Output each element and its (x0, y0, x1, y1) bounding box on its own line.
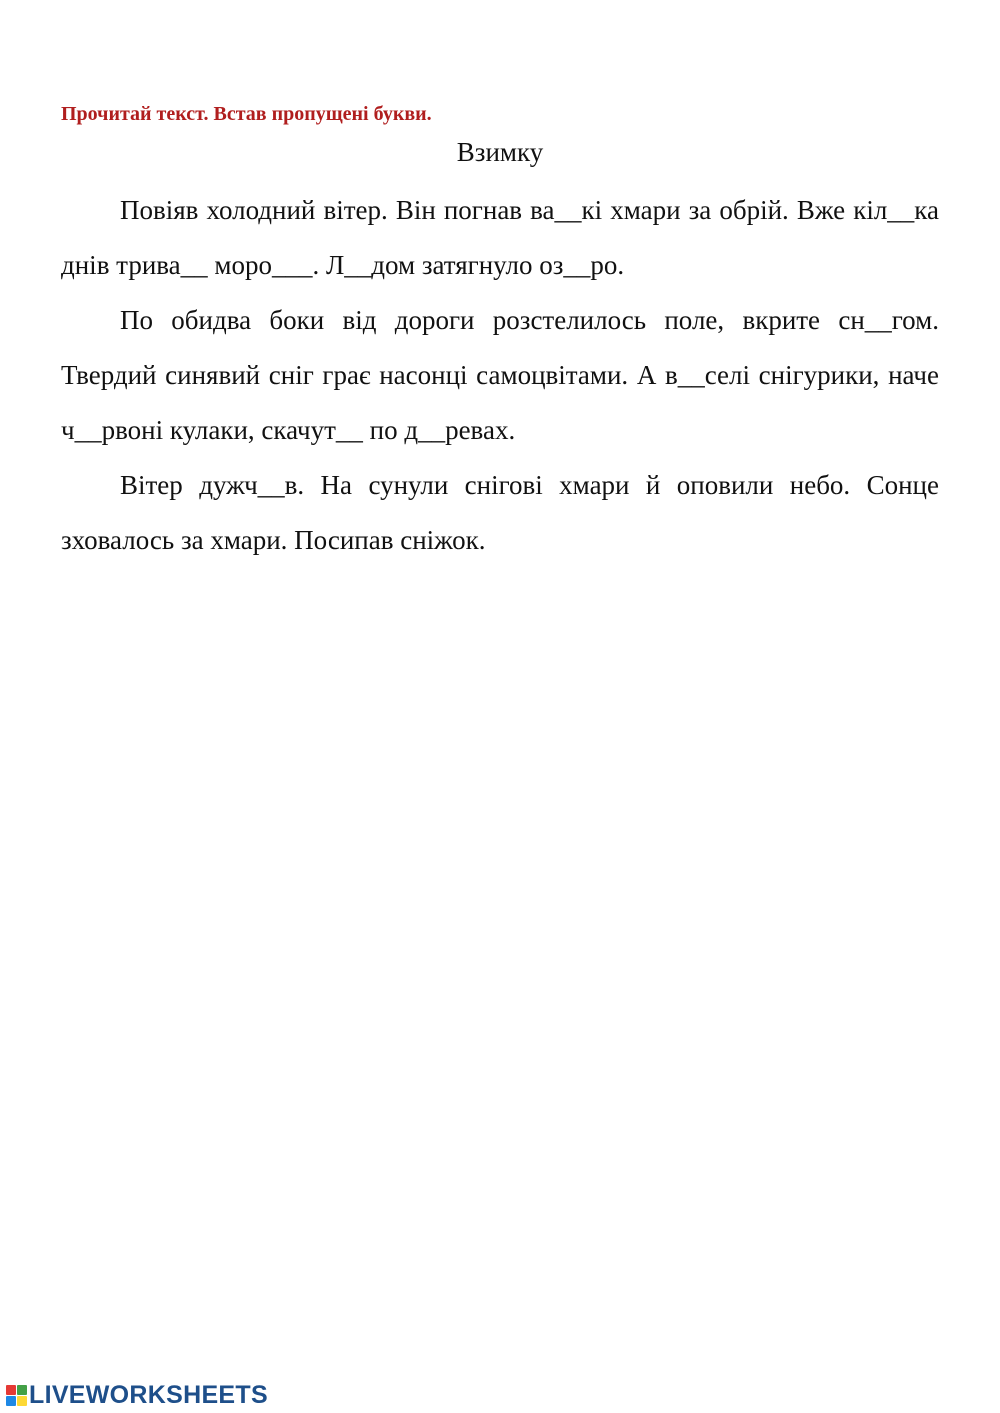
story-text (61, 183, 939, 568)
logo-square-yellow (17, 1396, 27, 1406)
page-title: Взимку (456, 137, 544, 167)
paragraph-2: По обидва боки від дороги розстелилось поле, вкрите сн__гом. Твердий синявий сніг грає насонці самоцвітами. А в__селі снігурики, наче ч__рвоні кулаки, скачут__ по д__ревах. (61, 305, 939, 445)
instruction-text: Прочитай текст. Встав пропущені букви. (61, 103, 432, 125)
paragraph-3: Вітер дужч__в. На сунули снігові хмари й оповили небо. Сонце зховалось за хмари. Посипав сніжок. (61, 470, 939, 555)
paragraph-1: Повіяв холодний вітер. Він погнав ва__кі хмари за обрій. Вже кіл__ка днів трива__ моро___. Л__дом затягнуло оз__ро. (61, 195, 939, 280)
liveworksheets-logo[interactable] (6, 1378, 268, 1412)
logo-square-red (6, 1385, 16, 1395)
logo-text: LIVEWORKSHEETS (29, 1381, 268, 1409)
logo-square-blue (6, 1396, 16, 1406)
logo-square-green (17, 1385, 27, 1395)
liveworksheets-logo-icon (6, 1385, 27, 1406)
